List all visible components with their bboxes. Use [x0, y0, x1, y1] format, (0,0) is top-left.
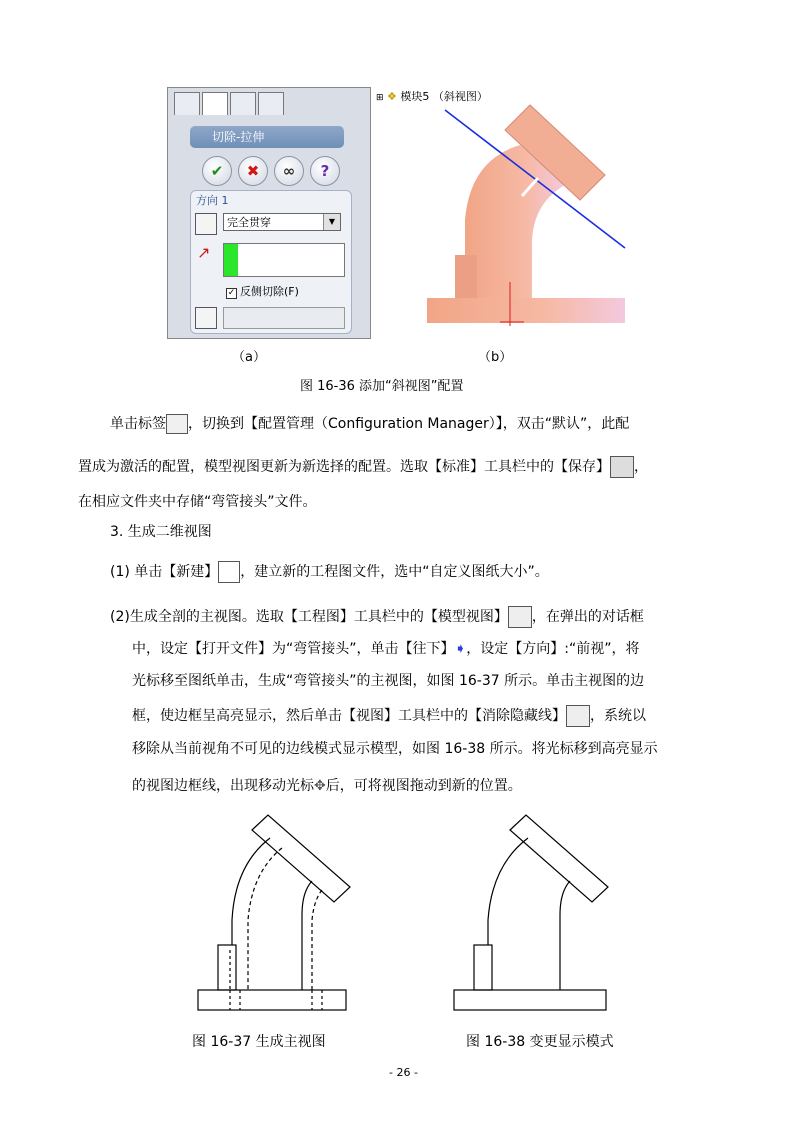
- checkbox-check-icon: ✓: [227, 288, 236, 298]
- draft-angle-input[interactable]: [223, 307, 345, 329]
- figure-16-36-caption: 图 16-36 添加“斜视图”配置: [300, 379, 464, 394]
- preview-button[interactable]: ∞: [274, 156, 304, 186]
- step-2-line-3: 光标移至图纸单击，生成“弯管接头”的主视图，如图 16-37 所示。单击主视图的边: [132, 673, 645, 689]
- configuration-manager-icon: [166, 414, 188, 434]
- direction-reference-list[interactable]: [223, 243, 345, 277]
- cut-extrude-property-manager: [167, 87, 371, 339]
- chevron-down-icon[interactable]: ▼: [323, 214, 340, 230]
- draft-icon[interactable]: [195, 307, 217, 329]
- property-manager-tab[interactable]: [202, 92, 228, 115]
- paragraph-line-2: 置成为激活的配置，模型视图更新为新选择的配置。选取【标准】工具栏中的【保存】 ，: [78, 456, 648, 478]
- tree-node[interactable]: ⊞ ❖ 模块5 （斜视图）: [376, 90, 488, 103]
- direction-group: [190, 190, 352, 334]
- cancel-button[interactable]: ✖: [238, 156, 268, 186]
- model-view-icon: [508, 606, 532, 628]
- direction-group-label: 方向 1: [196, 194, 229, 207]
- caption-a: （a）: [232, 350, 266, 365]
- paragraph-line-3: 在相应文件夹中存储“弯管接头”文件。: [78, 494, 317, 510]
- flip-side-label: 反侧切除(F): [240, 285, 299, 298]
- end-condition-select[interactable]: [223, 213, 341, 231]
- section-heading: 3. 生成二维视图: [110, 524, 212, 540]
- step-2-line-2: 中，设定【打开文件】为“弯管接头”，单击【往下】➧，设定【方向】:“前视”，将: [132, 641, 640, 657]
- step-1: (1) 单击【新建】 ，建立新的工程图文件，选中“自定义图纸大小”。: [110, 561, 549, 583]
- tree-node-label: 模块5 （斜视图）: [400, 90, 488, 103]
- save-icon: [610, 456, 634, 478]
- hidden-lines-removed-icon: [566, 705, 590, 727]
- page-number: - 26 -: [389, 1066, 418, 1079]
- feature-manager-tab[interactable]: [174, 92, 200, 115]
- step-2-line-6: 的视图边框线，出现移动光标✥后，可将视图拖动到新的位置。: [132, 778, 522, 794]
- reverse-direction-icon[interactable]: [195, 213, 217, 235]
- front-view-drawing: [190, 810, 360, 1020]
- step-2-line-5: 移除从当前视角不可见的边线模式显示模型，如图 16-38 所示。将光标移到高亮显示: [132, 741, 658, 757]
- block-icon: ❖: [387, 90, 397, 103]
- end-condition-value: 完全贯穿: [227, 216, 271, 229]
- ok-button[interactable]: ✔: [202, 156, 232, 186]
- paragraph-line-1: 单击标签 ，切换到【配置管理（Configuration Manager）】，双击“默认”，此配: [110, 416, 630, 432]
- dimxpert-tab[interactable]: [258, 92, 284, 115]
- caption-b: （b）: [478, 350, 513, 365]
- move-cursor-icon: ✥: [314, 778, 326, 794]
- next-arrow-icon: ➧: [454, 641, 467, 657]
- figure-16-37-caption: 图 16-37 生成主视图: [192, 1034, 326, 1050]
- configuration-manager-tab[interactable]: [230, 92, 256, 115]
- step-2-line-4: 框，使边框呈高亮显示，然后单击【视图】工具栏中的【消除隐藏线】 ，系统以: [132, 705, 646, 727]
- new-document-icon: [218, 561, 240, 583]
- figure-16-38-caption: 图 16-38 变更显示模式: [466, 1034, 614, 1050]
- direction-arrow-icon: ↗: [197, 243, 211, 262]
- oblique-view-render: [400, 100, 640, 332]
- flip-side-to-cut-checkbox[interactable]: [226, 285, 299, 299]
- help-button[interactable]: ?: [310, 156, 340, 186]
- hidden-lines-removed-drawing: [450, 810, 615, 1020]
- step-2-line-1: (2)生成全剖的主视图。选取【工程图】工具栏中的【模型视图】 ，在弹出的对话框: [110, 606, 644, 628]
- panel-title: 切除-拉伸: [190, 126, 344, 148]
